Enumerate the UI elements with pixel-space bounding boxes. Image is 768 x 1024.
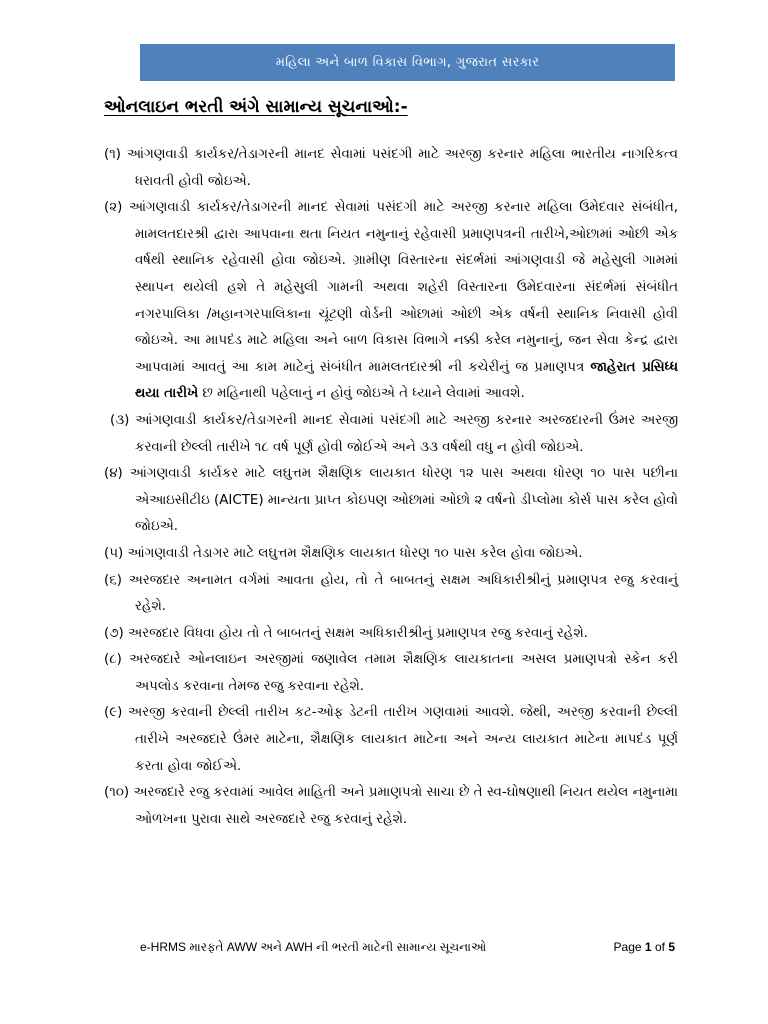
item-text: અરજી કરવાની છેલ્લી તારીખ કટ-ઓફ ડેટની તારીખ ગણવામાં આવશે. જેથી, અરજી કરવાની છેલ્લી તારીખે અરજદારે ઉંમર માટેના, શૈક્ષણિક લાયકાત માટેના અને અન્ય લાયકાત માટેના માપદંડ પૂર્ણ કરતા હોવા જોઈએ. [128,705,678,774]
item-text: અરજદારે રજુ કરવામાં આવેલ માહિતી અને પ્રમાણપત્રો સાચા છે તે સ્વ-ઘોષણાથી નિયત થયેલ નમુનામા ઓળખના પુરાવા સાથે અરજદારે રજુ કરવાનું રહેશે. [133,785,678,827]
item-text: છ મહિનાથી પહેલાનું ન હોવું જોઇએ તે ધ્યાને લેવામાં આવશે. [198,386,525,402]
item-number: (૬) [104,572,122,588]
item-number: (૯) [104,705,123,721]
document-heading: ઓનલાઇન ભરતી અંગે સામાન્ય સૂચનાઓ:- [104,97,408,117]
instruction-item [104,461,678,541]
item-number: (૪) [104,466,123,482]
item-number: (૭) [104,625,124,641]
item-number: (૩) [110,412,130,428]
instruction-item [104,568,678,621]
item-text: આંગણવાડી કાર્યકર/તેડાગરની માનદ સેવામાં પસંદગી માટે અરજી કરનાર મહિલા ઉમેદવાર સંબંધીત, મામલતદારશ્રી દ્વારા આપવાના થતા નિયત નમુનાનું રહેવાસી પ્રમાણપત્રની તારીખે,ઓછામાં ઓછી એક વર્ષથી સ્થાનિક રહેવાસી હોવા જોઇએ. ગ્રામીણ વિસ્તારના સંદર્ભમાં આંગણવાડી જે મહેસુલી ગામમાં સ્થાપન થયેલી હશે તે મહેસુલી ગામની અથવા શહેરી વિસ્તારના ઉમેદવારના સંદર્ભમાં સંબંધીત નગરપાલિકા /મહાનગરપાલિકાના ચૂંટણી વોર્ડની ઓછામાં ઓછી એક વર્ષની સ્થાનિક નિવાસી હોવી જોઇએ. આ માપદંડ માટે મહિલા અને બાળ વિકાસ વિભાગે નક્કી કરેલ નમુનાનું, જન સેવા કેન્દ્ર દ્વારા આપવામાં આવતું આ કામ માટેનું સંબંધીત મામલતદારશ્રી ની કચેરીનું જ પ્રમાણપત્ર [128,200,678,375]
header-banner-text: મહિલા અને બાળ વિકાસ વિભાગ, ગુજરાત સરકાર [275,55,540,70]
item-number: (૫) [104,545,124,561]
item-text-emphasis: જાહેરાત પ્રસિધ્ધ થયા તારીખે [135,359,678,402]
instructions-list [104,142,678,833]
page-total: 5 [668,940,675,954]
page-of: of [654,940,665,954]
instruction-item [104,408,678,461]
instruction-item [104,142,678,195]
item-number: (૧૦) [104,785,130,801]
instruction-item [104,647,678,700]
page-number [614,940,675,954]
item-text: આંગણવાડી કાર્યકર માટે લઘુત્તમ શૈક્ષણિક લાયકાત ધોરણ ૧૨ પાસ અથવા ધોરણ ૧૦ પાસ પછીના એઆઇસીટીઇ (AICTE) માન્યતા પ્રાપ્ત કોઇપણ ઓછામાં ઓછો ૨ વર્ષનો ડીપ્લોમા કોર્સ પાસ કરેલ હોવો જોઇએ. [129,466,678,535]
instruction-item [104,700,678,780]
header-banner [140,44,675,81]
page-footer [140,940,675,962]
item-text: આંગણવાડી કાર્યકર/તેડાગરની માનદ સેવામાં પસંદગી માટે અરજી કરનાર મહિલા ભારતીય નાગરિકત્વ ધરાવતી હોવી જોઇએ. [126,147,678,189]
item-text: અરજદાર વિધવા હોય તો તે બાબતનું સક્ષમ અધિકારીશ્રીનું પ્રમાણપત્ર રજુ કરવાનું રહેશે. [128,625,588,641]
instruction-item [104,621,678,648]
item-number: (૨) [104,200,123,216]
item-number: (૮) [104,652,122,668]
instruction-item [104,541,678,568]
item-number: (૧) [104,147,122,162]
page-current: 1 [644,940,652,954]
instruction-item [104,195,678,408]
item-text: અરજદારે ઓનલાઇન અરજીમાં જણાવેલ તમામ શૈક્ષણિક લાયકાતના અસલ પ્રમાણપત્રો સ્કેન કરી અપલોડ કરવાના તેમજ રજુ કરવાના રહેશે. [129,652,678,694]
item-text: આંગણવાડી કાર્યકર/તેડાગરની માનદ સેવામાં પસંદગી માટે અરજી કરનાર અરજદારની ઉંમર અરજી કરવાની છેલ્લી તારીખે ૧૮ વર્ષ પૂર્ણ હોવી જોઈએ અને ૩૩ વર્ષથી વધુ ન હોવી જોઇએ. [135,412,678,455]
footer-title: e-HRMS મારફતે AWW અને AWH ની ભરતી માટેની સામાન્ય સૂચનાઓ [140,940,487,954]
item-text: આંગણવાડી તેડાગર માટે લઘુત્તમ શૈક્ષણિક લાયકાત ધોરણ ૧૦ પાસ કરેલ હોવા જોઇએ. [127,545,583,561]
item-text: અરજદાર અનામત વર્ગમાં આવતા હોય, તો તે બાબતનું સક્ષમ અધિકારીશ્રીનું પ્રમાણપત્ર રજુ કરવાનું રહેશે. [128,572,678,615]
page-label: Page [613,940,642,954]
instruction-item [104,780,678,833]
